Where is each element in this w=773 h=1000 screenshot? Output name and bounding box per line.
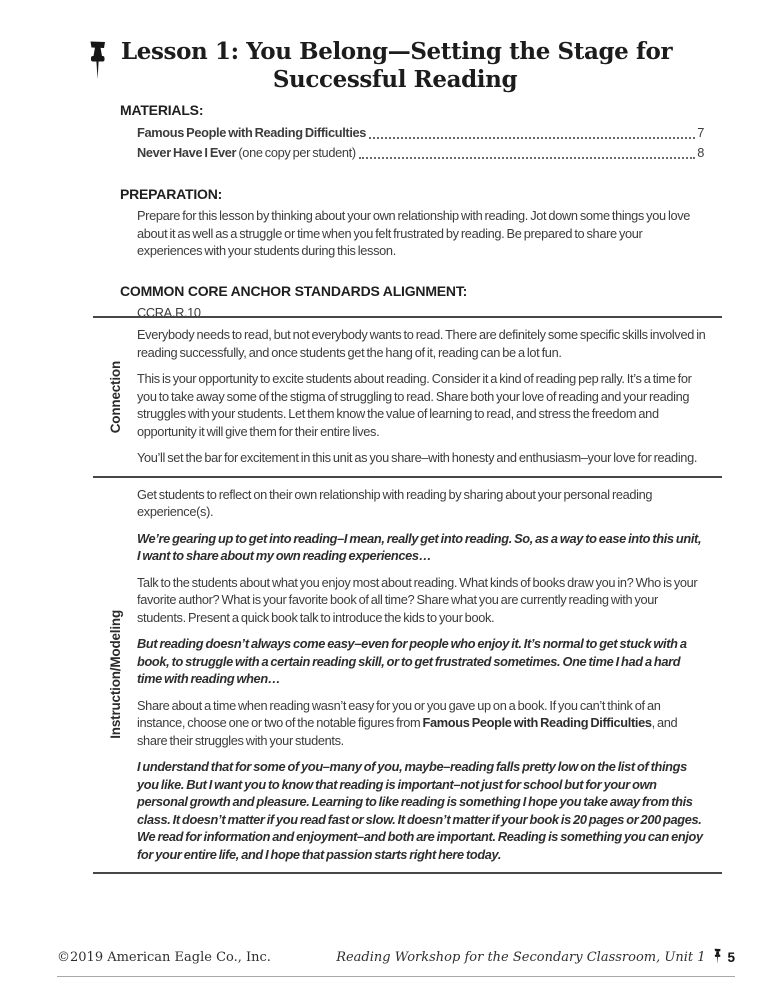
material-note: (one copy per student) [236,144,356,160]
lesson-sections [93,316,722,874]
teacher-script-paragraph: We’re gearing up to get into reading–I mean, really get into reading. So, as a way to ease into this unit, I want to share about my own reading experiences… [137,530,702,563]
section-label-text: Connection [107,360,123,433]
teacher-script-paragraph: I understand that for some of you–many of you, maybe–reading falls pretty low on the list of things you like. But I want you to know that reading is important–not just for school but for your own personal growth and pleasure. Learning to like reading is something I hope you take away from this class. It doesn’t matter if you read fast or slow. It doesn’t matter if your book is 20 pages or 200 pages. We read for information and enjoyment–and both are important. Reading is something you can enjoy for your entire life, and I hope that passion starts right here today. [137,759,703,862]
material-title: Famous People with Reading Difficulties [137,124,367,140]
page-title-line1: Lesson 1: You Belong—Setting the Stage for [121,38,673,65]
footer-right [336,948,735,967]
preparation-heading: PREPARATION: [120,185,223,202]
spacer [120,260,704,283]
material-page-number: 7 [697,124,704,140]
material-item [137,143,704,163]
material-item [137,123,704,143]
paragraph: You’ll set the bar for excitement in this unit as you share–with honesty and enthusiasm–your love for reading. [137,450,698,465]
paragraph-run: Share about a time when reading wasn’t easy for you or you gave up on a book. If you can’t think of an instance, choose one or two of the notable figures from [137,697,661,730]
pushpin-icon [84,40,111,86]
page-footer [57,948,735,967]
lesson-header [84,38,673,94]
section-label-instruction-modeling [93,478,137,873]
preparation-body: Prepare for this lesson by thinking about your own relationship with reading. Jot down some things you love about it as well as a struggle or time when you felt frustrated by reading. Be prepared to share your experiences with your students during this lesson. [137,208,691,258]
book-title: Reading Workshop for the Secondary Classroom, Unit 1 [336,950,706,965]
paragraph: Get students to reflect on their own relationship with reading by sharing about your personal reading experience(s). [137,486,653,519]
dotted-leader [359,157,695,159]
paragraph-run: , and share their struggles with your students. [137,715,678,748]
page-title-line2: Successful Reading [272,66,518,94]
section-label-connection [93,318,137,476]
spacer [120,163,704,186]
footer-rule [57,976,735,977]
section-label-text: Instruction/Modeling [107,610,123,740]
standards-body: CCRA.R.10 [137,305,201,320]
teacher-script-paragraph: But reading doesn’t always come easy–even for people who enjoy it. It’s normal to get stuck with a book, to struggle with a certain reading skill, or to get frustrated sometimes. One time I had a hard time with reading when… [137,636,687,686]
page-title [121,38,673,94]
materials-list [120,123,704,163]
paragraph: Talk to the students about what you enjoy most about reading. What kinds of books draw you in? Who is your favorite author? What is your favorite book of all time? Share what you are currently reading with your students. Present a quick book talk to introduce the kids to your book. [137,574,698,625]
dotted-leader [369,137,695,139]
copyright-text: ©2019 American Eagle Co., Inc. [57,950,271,965]
pushpin-icon [712,948,723,967]
section-connection-body [137,318,722,476]
material-page-number: 8 [697,144,704,160]
paragraph-bold-run: Famous People with Reading Difficulties [422,715,652,730]
paragraph: Everybody needs to read, but not everybody wants to read. There are definitely some specific skills involved in reading successfully, and once students get the hang of it, reading can be a lot fun. [137,327,706,360]
section-instruction-modeling-body [137,478,722,873]
materials-heading: MATERIALS: [120,102,204,118]
standards-heading: COMMON CORE ANCHOR STANDARDS ALIGNMENT: [120,282,468,299]
section-connection [93,316,722,476]
section-instruction-modeling [93,476,722,875]
paragraph: This is your opportunity to excite students about reading. Consider it a kind of reading pep rally. It’s a time for you to take away some of the stigma of struggling to read. Share both your love of reading and your reading struggles with your students. Let them know the value of learning to read, and stress the freedom and opportunity it will give them for their entire lives. [137,371,692,439]
material-title: Never Have I Ever [137,144,237,160]
front-matter [120,102,704,322]
paragraph [137,697,706,750]
page-number: 5 [727,950,735,965]
